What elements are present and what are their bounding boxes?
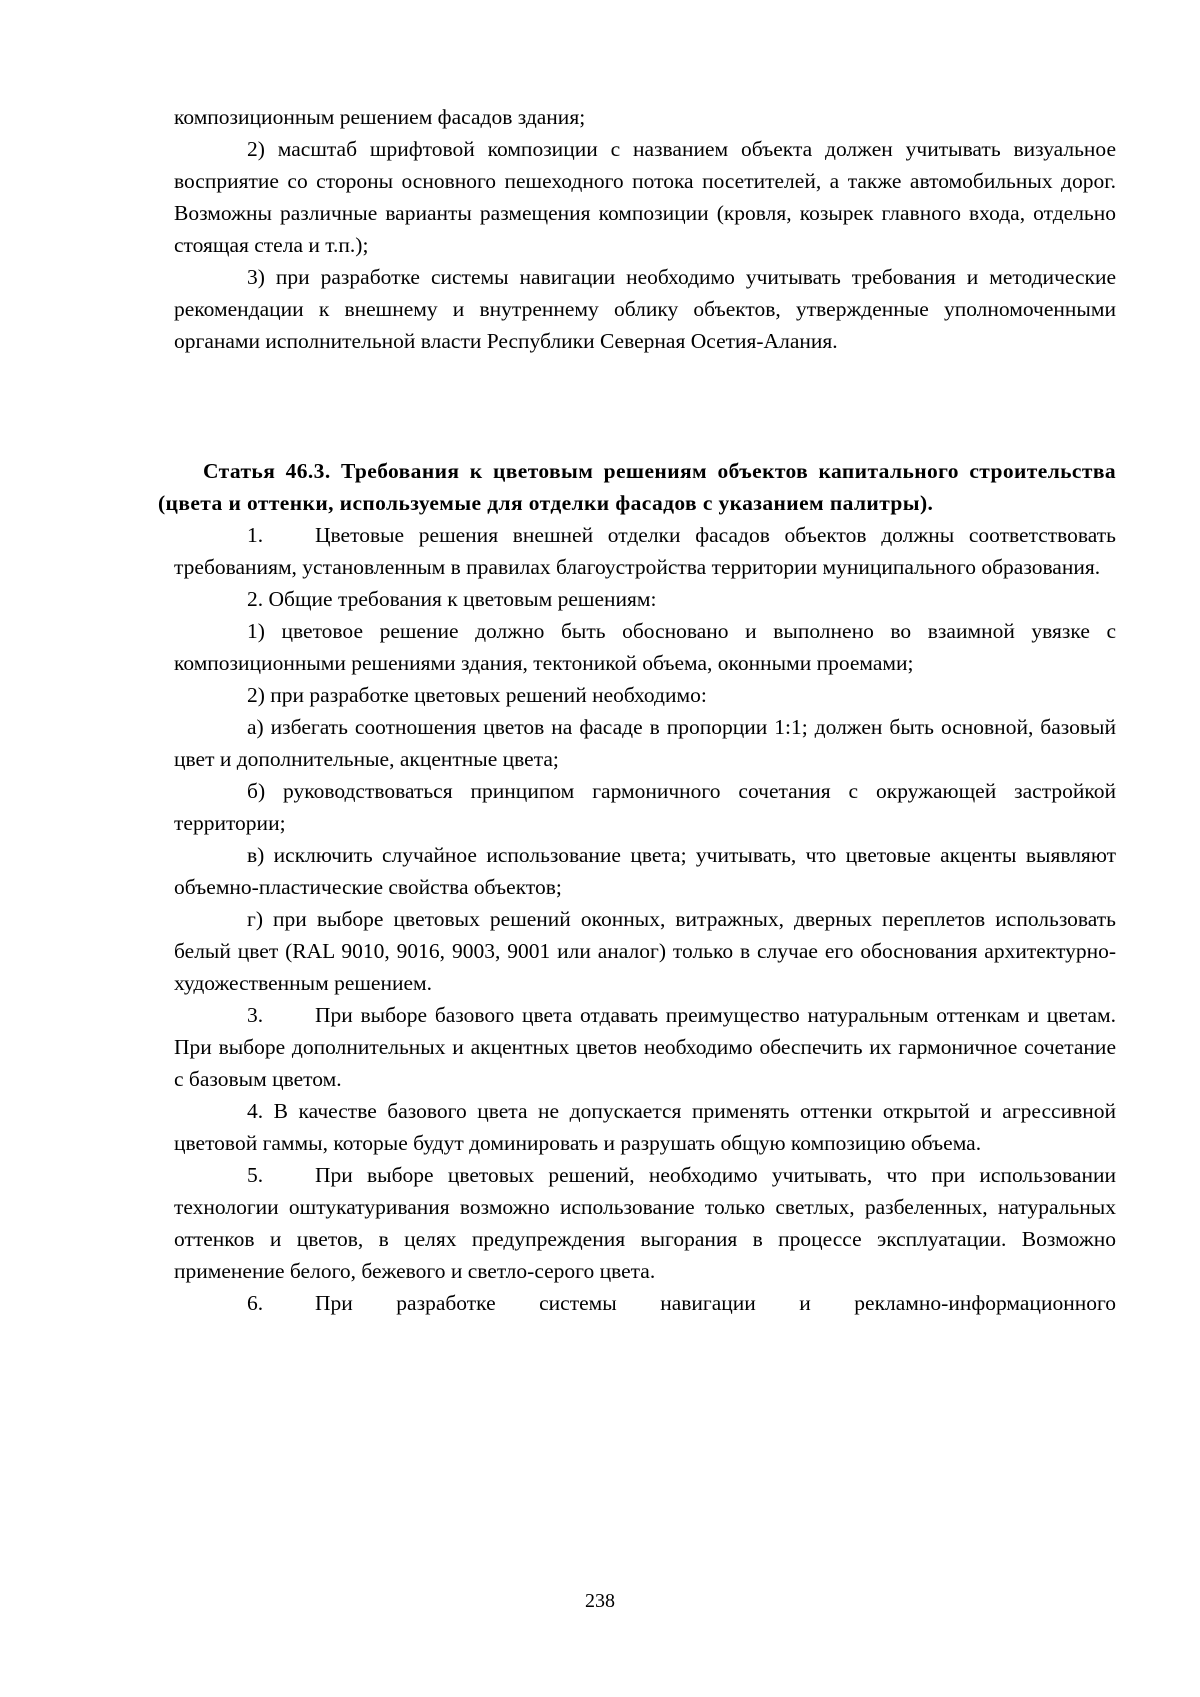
article-heading: Статья 46.3. Требования к цветовым решениям объектов капитального строительства (цвета и оттенки, используемые для отделки фасадов с указанием палитры).	[158, 459, 1116, 515]
paragraph-1	[174, 519, 1116, 583]
paragraph-2: 2. Общие требования к цветовым решениям:	[247, 587, 657, 611]
paragraph-5-number: 5.	[247, 1163, 264, 1187]
paragraph-5-text: При выборе цветовых решений, необходимо учитывать, что при использовании технологии оштукатуривания возможно использование только светлых, разбеленных, натуральных оттенков и цветов, в целях предупреждения выгорания в процессе эксплуатации. Возможно применение белого, бежевого и светло-серого цвета.	[174, 1163, 1116, 1283]
paragraph-2-2-a: а) избегать соотношения цветов на фасаде в пропорции 1:1; должен быть основной, базовый цвет и дополнительные, акцентные цвета;	[174, 715, 1116, 771]
paragraph-4: 4. В качестве базового цвета не допускается применять оттенки открытой и агрессивной цветовой гаммы, которые будут доминировать и разрушать общую композицию объема.	[174, 1099, 1116, 1155]
paragraph-3-number: 3.	[247, 1003, 264, 1027]
page-number: 238	[585, 1590, 615, 1612]
paragraph-1-number: 1.	[247, 523, 264, 547]
top-section	[174, 101, 1116, 357]
paragraph-2-2-g: г) при выборе цветовых решений оконных, витражных, дверных переплетов использовать белый цвет (RAL 9010, 9016, 9003, 9001 или аналог) только в случае его обоснования архитектурно-художественным решением.	[174, 907, 1116, 995]
paragraph-2-2-b: б) руководствоваться принципом гармоничного сочетания с окружающей застройкой территории;	[174, 779, 1116, 835]
article-section	[158, 455, 1116, 1319]
paragraph-6	[174, 1287, 1116, 1319]
paragraph-2-1: 1) цветовое решение должно быть обосновано и выполнено во взаимной увязке с композиционными решениями здания, тектоникой объема, оконными проемами;	[174, 619, 1116, 675]
continuation-line: композиционным решением фасадов здания;	[174, 105, 586, 129]
paragraph-6-text: При разработке системы навигации и рекламно-информационного	[315, 1291, 1116, 1315]
paragraph-3	[174, 999, 1116, 1095]
paragraph-2-2-v: в) исключить случайное использование цвета; учитывать, что цветовые акценты выявляют объемно-пластические свойства объектов;	[174, 843, 1116, 899]
paragraph-6-number: 6.	[247, 1291, 264, 1315]
item-3: 3) при разработке системы навигации необходимо учитывать требования и методические рекомендации к внешнему и внутреннему облику объектов, утвержденные уполномоченными органами исполнительной власти Республики Северная Осетия-Алания.	[174, 265, 1116, 353]
paragraph-3-text: При выборе базового цвета отдавать преимущество натуральным оттенкам и цветам. При выборе дополнительных и акцентных цветов необходимо обеспечить их гармоничное сочетание с базовым цветом.	[174, 1003, 1116, 1091]
paragraph-5	[174, 1159, 1116, 1287]
paragraph-1-text: Цветовые решения внешней отделки фасадов объектов должны соответствовать требованиям, установленным в правилах благоустройства территории муниципального образования.	[174, 523, 1116, 579]
paragraph-2-2: 2) при разработке цветовых решений необходимо:	[247, 683, 707, 707]
item-2: 2) масштаб шрифтовой композиции с названием объекта должен учитывать визуальное восприятие со стороны основного пешеходного потока посетителей, а также автомобильных дорог. Возможны различные варианты размещения композиции (кровля, козырек главного входа, отдельно стоящая стела и т.п.);	[174, 137, 1116, 257]
